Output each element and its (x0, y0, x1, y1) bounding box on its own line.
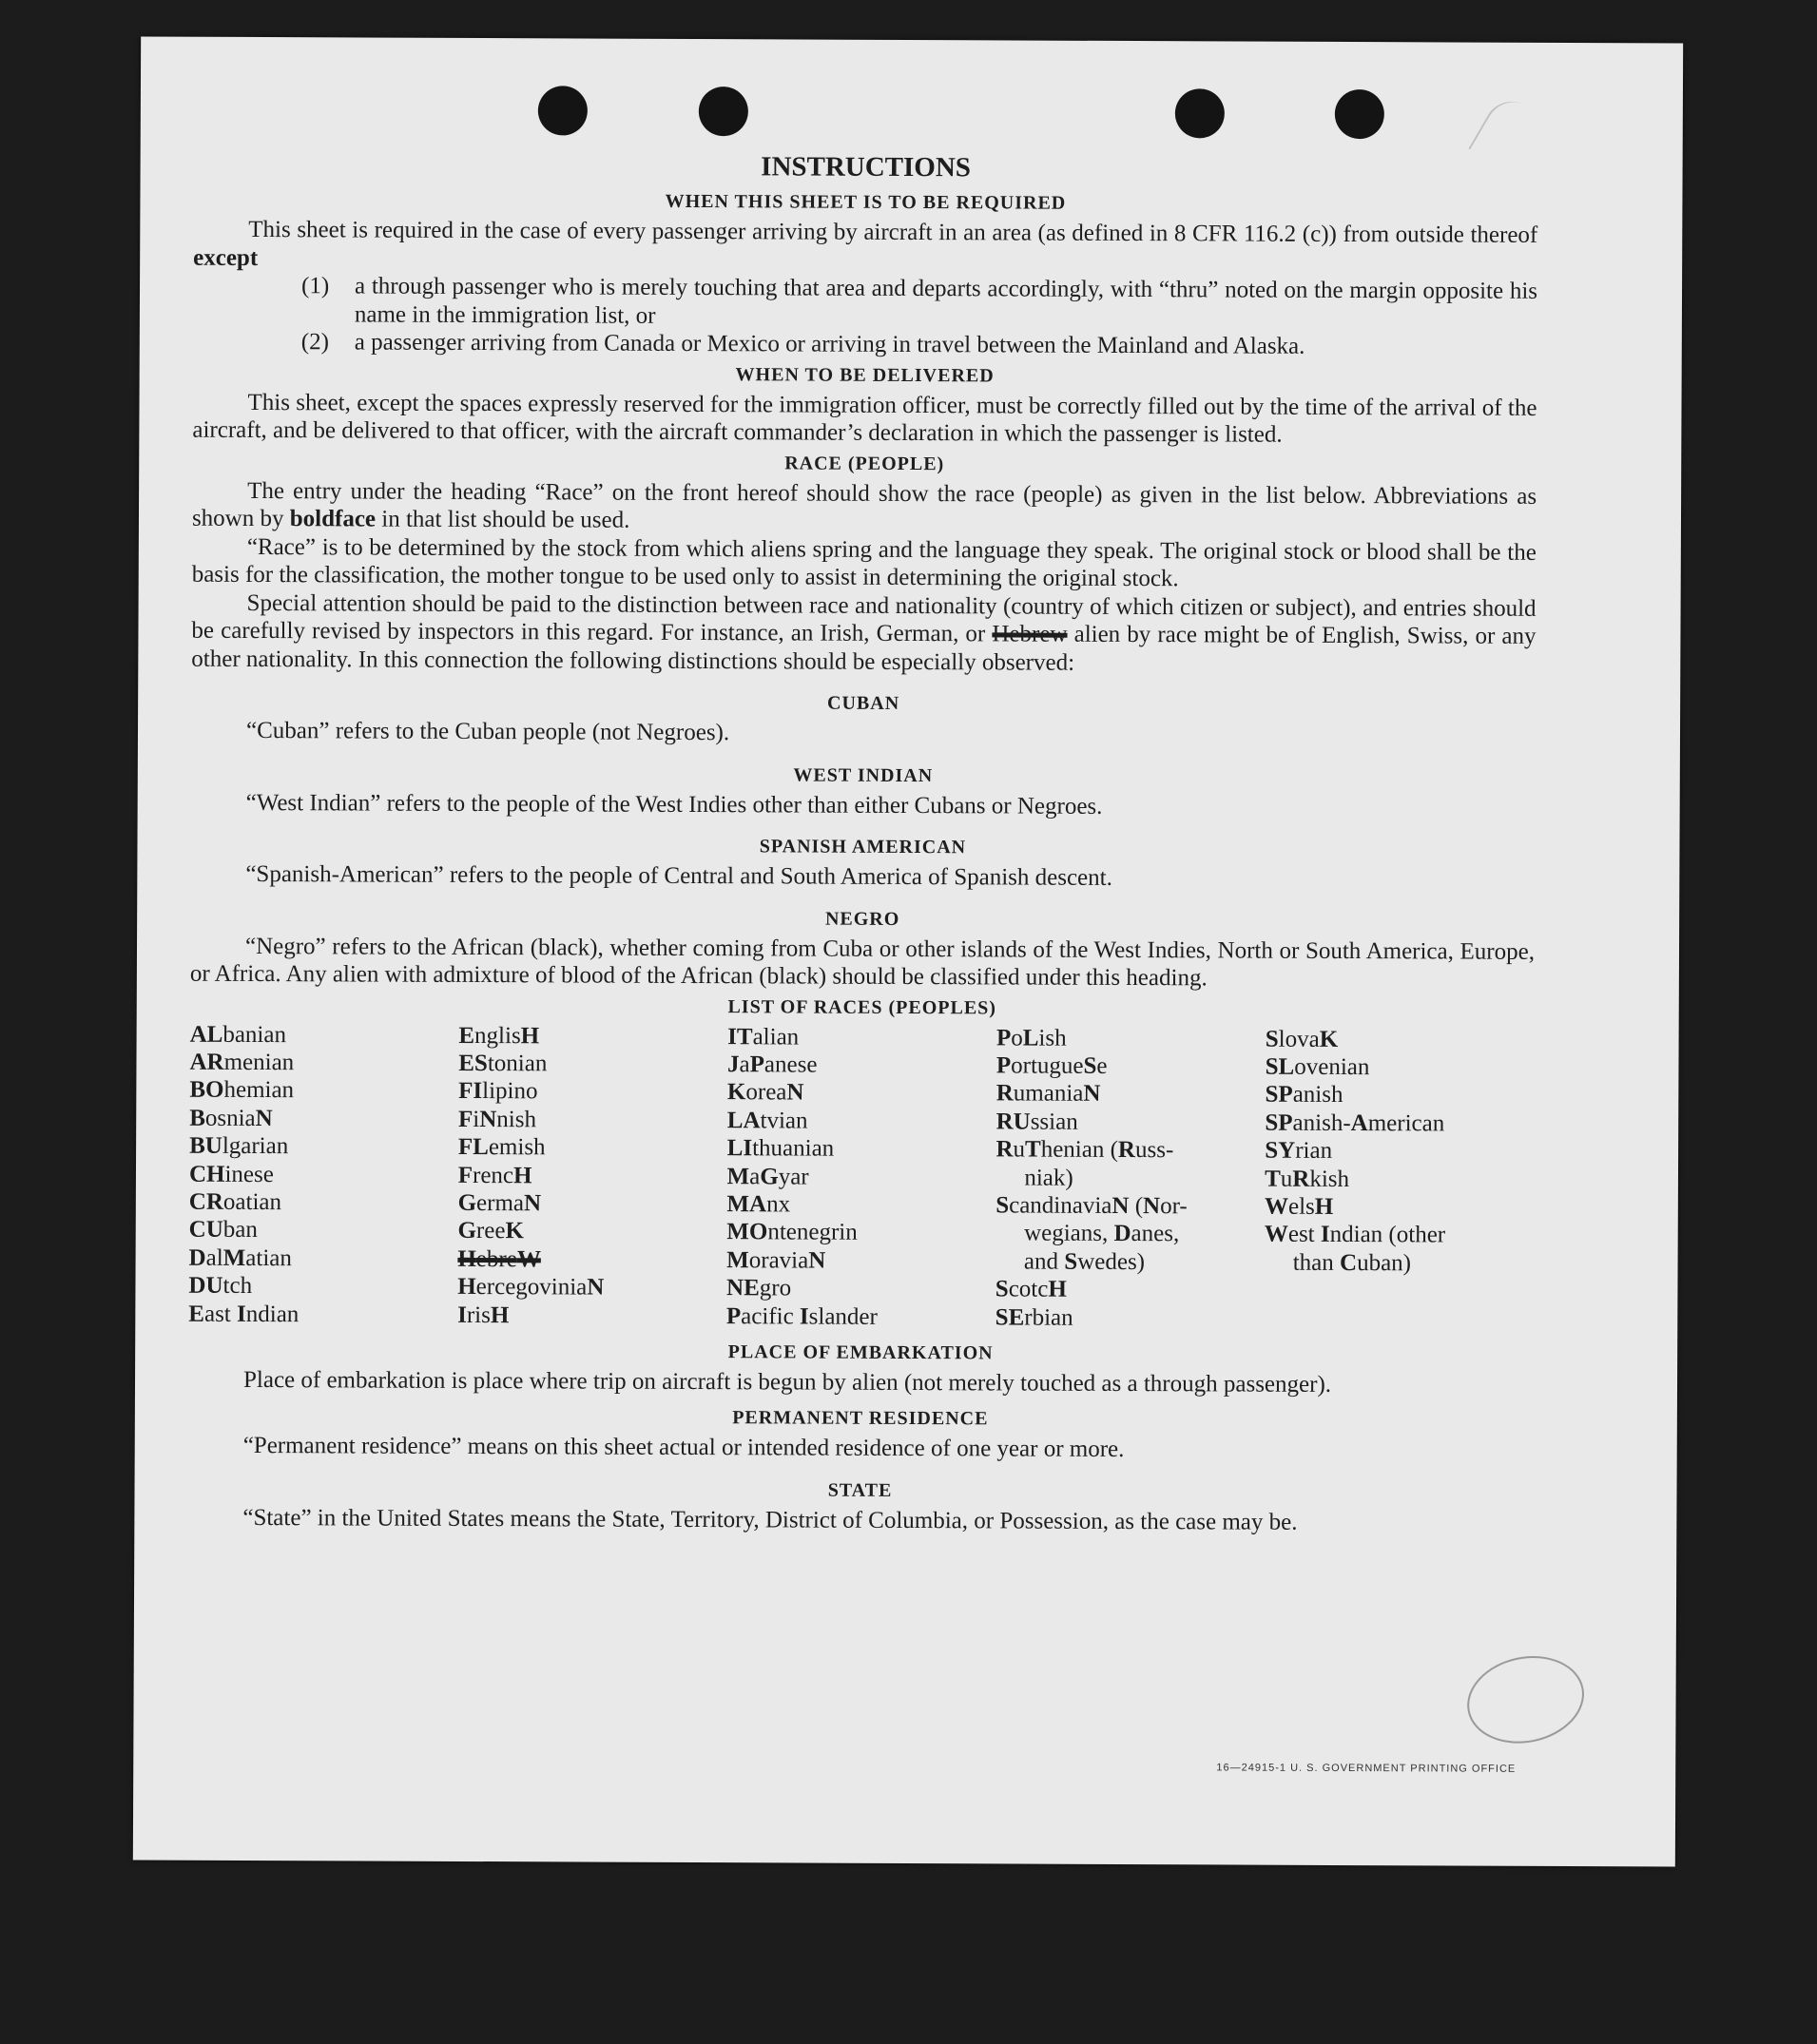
race-item: RuThenian (Russ- (995, 1136, 1174, 1164)
punch-hole (538, 86, 588, 135)
race-column (188, 1020, 458, 1329)
race-item: IrisH (457, 1302, 510, 1328)
race-item: FIlipino (458, 1078, 538, 1105)
race-item: LAtvian (726, 1107, 808, 1134)
race-text: The entry under the heading “Race” on the front hereof should show the race (people) as given in the list below. Abbreviations as shown by (191, 477, 1537, 532)
race-item: SErbian (995, 1303, 1073, 1331)
heading-cuban: CUBAN (827, 692, 900, 714)
race-text: in that list should be used. (381, 506, 630, 533)
race-text: alien by race might be of English, Swiss, or any other nationality. In this connection the following distinctions should be especially observed: (191, 621, 1537, 676)
race-item: and Swedes) (1023, 1248, 1146, 1275)
race-item: MOntenegrin (726, 1219, 858, 1246)
race-item: DalMatian (188, 1244, 292, 1271)
race-item: SPanish (1265, 1081, 1343, 1109)
race-list (188, 1020, 1534, 1334)
race-item: Pacific Islander (725, 1302, 878, 1330)
race-item: CUban (188, 1217, 259, 1244)
punch-hole (1175, 88, 1225, 138)
race-item: ITalian (727, 1023, 800, 1050)
race-text: Special attention should be paid to the distinction between race and nationality (country of which citizen or subject), and entries should be carefully revised by inspectors in this regard. For instance, an Irish, German, or (191, 589, 1537, 647)
race-item: JaPanese (727, 1051, 818, 1078)
intro-text: This sheet is required in the case of every passenger arriving by aircraft in an area (as defined in 8 CFR 116.2 (c)) from outside thereof (248, 216, 1538, 248)
race-item: EnglisH (458, 1022, 540, 1049)
heading-west-indian: WEST INDIAN (793, 763, 934, 786)
race-paragraph-3 (191, 588, 1536, 679)
instructions-text (187, 145, 1537, 1538)
race-item: SYrian (1265, 1137, 1333, 1165)
race-item: BOhemian (189, 1077, 295, 1104)
race-column (457, 1021, 727, 1330)
race-item: MAnx (726, 1191, 791, 1218)
heading-state: STATE (827, 1479, 893, 1501)
race-item: NEgro (725, 1275, 792, 1302)
race-item: PortugueSe (995, 1052, 1108, 1079)
heading-embarkation: PLACE OF EMBARKATION (727, 1341, 994, 1364)
race-item: PoLish (995, 1024, 1067, 1051)
page-title: INSTRUCTIONS (761, 151, 972, 183)
race-item: GreeK (457, 1218, 525, 1244)
delivered-paragraph: This sheet, except the spaces expressly reserved for the immigration officer, must be correctly filled out by the time of the arrival of the aircraft, and be delivered to that officer, with the aircraft commander’s declaration in which the passenger is listed. (192, 389, 1537, 448)
negro-paragraph: “Negro” refers to the African (black), whether coming from Cuba or other islands of the West Indies, North or South America, Europe, or Africa. Any alien with admixture of blood of the African (black) should be classified under this heading. (189, 933, 1536, 992)
race-item: CHinese (188, 1161, 274, 1187)
race-item: LIthuanian (726, 1135, 835, 1162)
race-paragraph-2: “Race” is to be determined by the stock from which aliens spring and the language they speak. The original stock or blood shall be the basis for the classification, the mother tongue to be used only to assist in determining the original stock. (191, 533, 1537, 592)
race-item: FrencH (457, 1162, 532, 1188)
spanish-american-paragraph: “Spanish-American” refers to the people of Central and South America of Spanish descent. (245, 860, 1112, 891)
item-text: a through passenger who is merely touching that area and departs accordingly, with “thru” noted on the margin opposite his name in the immigration list, or (354, 273, 1538, 329)
punch-hole (1335, 89, 1384, 139)
heading-negro: NEGRO (824, 908, 900, 930)
race-item: SLovenian (1265, 1053, 1370, 1081)
race-item: niak) (1024, 1165, 1073, 1191)
race-item: FLemish (457, 1134, 546, 1161)
race-item: HebreW (457, 1245, 541, 1273)
race-item: wegians, Danes, (1024, 1220, 1180, 1247)
race-item: EStonian (458, 1050, 548, 1077)
race-item: HercegoviniaN (457, 1274, 605, 1301)
race-item: MaGyar (726, 1163, 809, 1190)
race-item: ScotcH (995, 1276, 1067, 1302)
item-number: (1) (300, 273, 330, 299)
race-item: CRoatian (188, 1188, 282, 1216)
item-number: (2) (300, 329, 330, 356)
heading-when-required: WHEN THIS SHEET IS TO BE REQUIRED (665, 190, 1067, 214)
race-item: DUtch (188, 1272, 253, 1300)
race-item: GermaN (457, 1189, 542, 1217)
race-column (995, 1024, 1266, 1333)
item-text: a passenger arriving from Canada or Mexico or arriving in travel between the Mainland and Alaska. (354, 329, 1305, 359)
race-item: RUssian (995, 1109, 1078, 1135)
race-paragraph-1 (192, 476, 1537, 538)
cuban-paragraph: “Cuban” refers to the Cuban people (not Negroes). (245, 717, 730, 746)
race-item: BUlgarian (189, 1132, 289, 1160)
state-paragraph: “State” in the United States means the State, Territory, District of Columbia, or Possession, as the case may be. (242, 1504, 1298, 1535)
west-indian-paragraph: “West Indian” refers to the people of the West Indies other than either Cubans or Negroes. (245, 789, 1103, 820)
race-column (1264, 1025, 1534, 1334)
handwritten-circle (1459, 1646, 1593, 1753)
struck-word: Hebrew (992, 621, 1068, 647)
race-item: ScandinaviaN (Nor- (995, 1192, 1188, 1220)
race-item: MoraviaN (726, 1246, 826, 1274)
race-item: KoreaN (726, 1079, 804, 1106)
race-item: East Indian (188, 1301, 300, 1327)
document-sheet (133, 36, 1683, 1866)
heading-spanish-american: SPANISH AMERICAN (759, 836, 967, 858)
except-word: except (193, 244, 259, 271)
race-item: TuRkish (1265, 1166, 1350, 1192)
race-column (726, 1023, 996, 1332)
race-item: SlovaK (1265, 1026, 1339, 1052)
race-item: RumaniaN (995, 1080, 1101, 1108)
boldface-word: boldface (289, 506, 377, 532)
residence-paragraph: “Permanent residence” means on this sheet actual or intended residence of one year or more. (242, 1433, 1125, 1463)
intro-paragraph (193, 216, 1537, 278)
heading-list-of-races: LIST OF RACES (PEOPLES) (727, 995, 997, 1018)
heading-residence: PERMANENT RESIDENCE (732, 1407, 989, 1430)
heading-race: RACE (PEOPLE) (784, 452, 945, 474)
exception-item-1 (193, 272, 1537, 334)
race-item: BosniaN (189, 1105, 273, 1131)
race-item: FiNnish (457, 1106, 537, 1133)
exception-item-2 (193, 328, 1537, 362)
race-item: West Indian (other (1264, 1221, 1446, 1248)
heading-when-delivered: WHEN TO BE DELIVERED (735, 363, 995, 386)
printer-footer: 16—24915-1 U. S. GOVERNMENT PRINTING OFFICE (1216, 1762, 1517, 1775)
race-item: ARmenian (189, 1049, 295, 1076)
race-item: SPanish-American (1265, 1109, 1445, 1137)
punch-hole (699, 87, 748, 136)
embarkation-paragraph: Place of embarkation is place where trip on aircraft is begun by alien (not merely touched as a through passenger). (242, 1366, 1332, 1398)
race-item: than Cuban) (1292, 1249, 1412, 1277)
race-item: ALbanian (189, 1021, 287, 1048)
race-item: WelsH (1264, 1193, 1334, 1220)
